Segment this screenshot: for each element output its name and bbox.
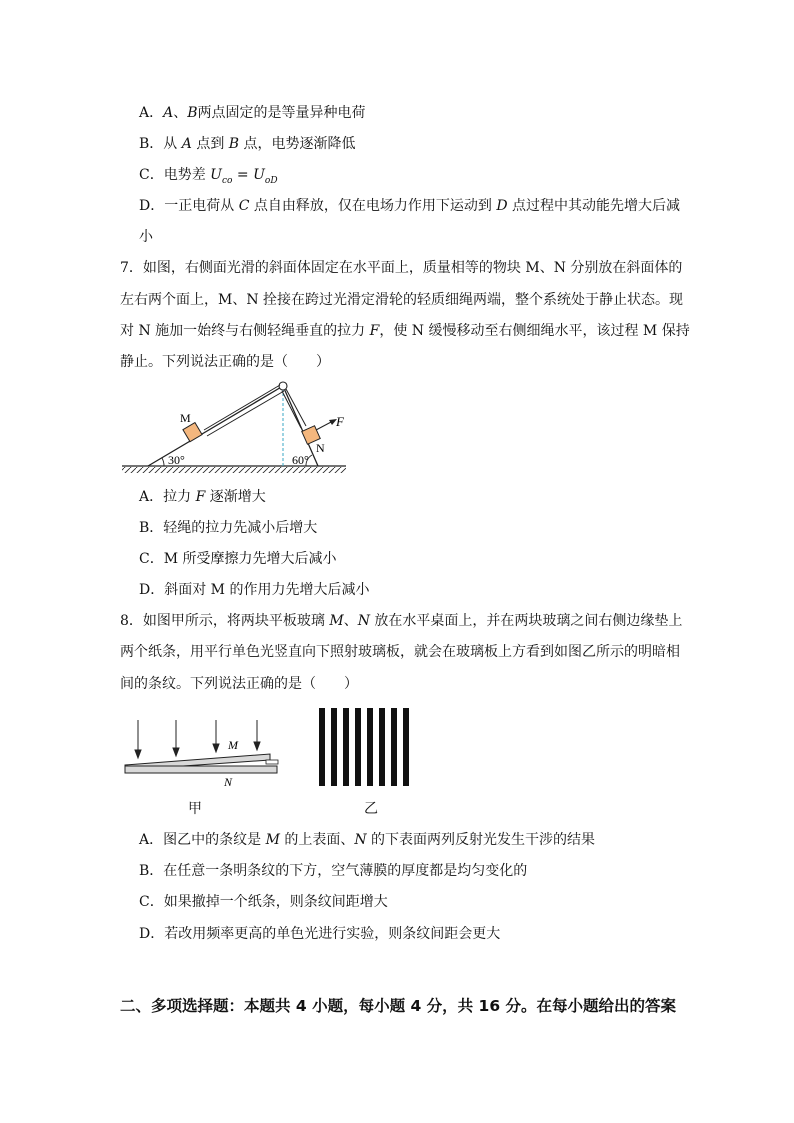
plate-m: M	[329, 613, 344, 629]
q8-glass-plates-figure	[120, 716, 285, 790]
q6-option-a	[139, 103, 366, 123]
option-text: 点到	[191, 136, 229, 152]
option-text: 的上表面、	[279, 832, 355, 848]
point-c: C	[238, 198, 250, 214]
q6-option-d	[139, 196, 680, 216]
paper-strip	[266, 760, 278, 764]
option-text: A．图乙中的条纹是	[139, 832, 266, 848]
option-text: 逐渐增大	[205, 489, 266, 505]
plate-n-shape	[125, 766, 277, 773]
q7-stem-line1: 7．如图，右侧面光滑的斜面体固定在水平面上，质量相等的物块 M、N 分别放在斜面体的	[120, 260, 683, 276]
label-f: F	[336, 414, 344, 429]
option-text: 点过程中其动能先增大后减	[507, 198, 680, 214]
stem-text: 放在水平桌面上，并在两块玻璃之间右侧边缘垫上	[369, 613, 683, 629]
point-d: D	[496, 198, 508, 214]
option-prefix: B．从	[139, 136, 182, 152]
label-m: M	[228, 738, 238, 752]
stem-text: 8．如图甲所示，将两块平板玻璃	[120, 613, 330, 629]
point-b: B	[187, 105, 198, 121]
rope-left	[204, 385, 280, 430]
light-arrows-icon	[135, 720, 260, 758]
label-m: M	[180, 411, 191, 425]
point-a: A	[163, 105, 174, 121]
rope-right	[286, 389, 306, 426]
option-prefix: A．	[139, 105, 164, 121]
rope-right-lower	[282, 391, 301, 428]
option-text: A．拉力	[139, 489, 196, 505]
force-f: F	[195, 489, 206, 505]
q8-fringes-figure	[319, 708, 417, 786]
q8-stem-line2: 两个纸条，用平行单色光竖直向下照射玻璃板，就会在玻璃板上方看到如图乙所示的明暗相	[120, 644, 680, 660]
plate-m: M	[265, 832, 280, 848]
rope-left-lower	[207, 391, 284, 436]
q8-stem-line1	[120, 611, 682, 631]
q7-stem-line3	[120, 321, 690, 341]
q7-stem-line4: 静止。下列说法正确的是（ ）	[120, 354, 330, 370]
label-30-degrees: 30°	[168, 453, 185, 467]
caption-jia: 甲	[188, 801, 202, 817]
option-prefix: D．一正电荷从	[139, 198, 239, 214]
q7-option-b: B．轻绳的拉力先减小后增大	[139, 520, 318, 536]
section-2-heading: 二、多项选择题：本题共 4 小题，每小题 4 分，共 16 分。在每小题给出的答案	[120, 997, 677, 1015]
label-60-degrees: 60°	[292, 453, 309, 467]
equals-sign: =	[232, 167, 254, 183]
q7-stem-line2: 左右两个面上，M、N 拴接在跨过光滑定滑轮的轻质细绳两端，整个系统处于静止状态。现	[120, 292, 684, 308]
option-text: 点，电势逐渐降低	[239, 136, 356, 152]
stem-text: 对 N 施加一始终与右侧轻绳垂直的拉力	[120, 323, 370, 339]
option-text: 点自由释放，仅在电场力作用下运动到	[249, 198, 497, 214]
subscript: oD	[264, 175, 278, 186]
plate-n: N	[357, 613, 370, 629]
q8-option-b: B．在任意一条明条纹的下方，空气薄膜的厚度都是均匀变化的	[139, 863, 528, 879]
label-n: N	[224, 775, 233, 789]
subscript: co	[221, 175, 233, 186]
option-prefix: C．电势差	[139, 167, 211, 183]
q8-stem-line3: 间的条纹。下列说法正确的是（ ）	[120, 676, 358, 692]
q6-option-b	[139, 134, 356, 154]
option-text: 两点固定的是等量异种电荷	[197, 105, 366, 121]
separator: 、	[173, 105, 188, 121]
angle-arc-left	[162, 458, 164, 466]
q6-option-c	[139, 165, 278, 191]
ground-hatch	[122, 467, 346, 473]
q8-option-c: C．如果撤掉一个纸条，则条纹间距增大	[139, 894, 388, 910]
separator: 、	[343, 613, 358, 629]
force-f: F	[369, 323, 380, 339]
q8-option-d: D．若改用频率更高的单色光进行实验，则条纹间距会更大	[139, 926, 501, 942]
potential-difference-symbol: U	[210, 167, 222, 183]
point-a: A	[181, 136, 192, 152]
label-n: N	[316, 441, 325, 455]
plate-n: N	[354, 832, 367, 848]
potential-difference-symbol: U	[253, 167, 265, 183]
q8-option-a	[139, 830, 595, 850]
dark-fringes	[319, 708, 409, 786]
option-text: 的下表面两列反射光发生干涉的结果	[366, 832, 596, 848]
q7-option-a	[139, 487, 266, 507]
pulley-icon	[279, 382, 287, 390]
q6-option-d-continued: 小	[139, 229, 153, 245]
caption-yi: 乙	[364, 801, 378, 817]
q7-option-d: D．斜面对 M 的作用力先增大后减小	[139, 582, 370, 598]
q7-option-c: C．M 所受摩擦力先增大后减小	[139, 551, 337, 567]
point-b: B	[228, 136, 240, 152]
block-m-icon	[183, 423, 202, 442]
stem-text: ，使 N 缓慢移动至右侧细绳水平，该过程 M 保持	[379, 323, 690, 339]
q7-incline-figure	[118, 378, 350, 478]
